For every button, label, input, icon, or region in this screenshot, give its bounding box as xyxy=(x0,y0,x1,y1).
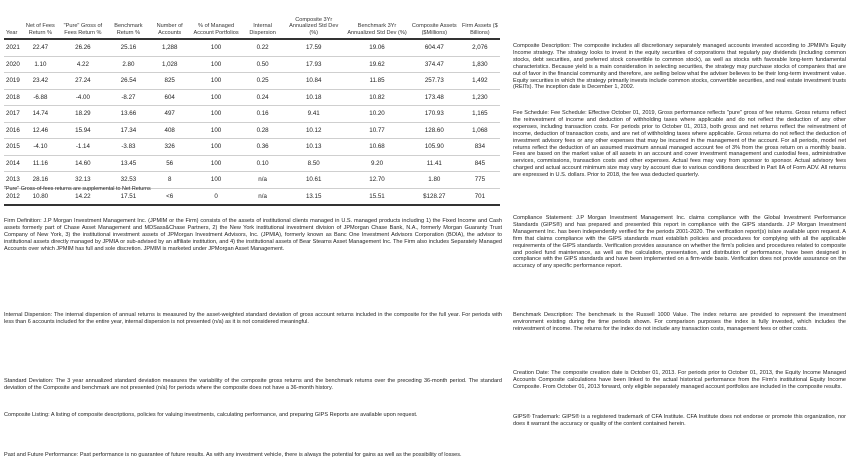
table-cell: 1,165 xyxy=(460,106,500,123)
table-cell: 19.62 xyxy=(345,56,409,73)
table-cell: 10.12 xyxy=(282,122,345,139)
table-cell: -3.83 xyxy=(107,139,150,156)
table-cell: 0.25 xyxy=(243,73,282,90)
table-cell: n/a xyxy=(243,188,282,205)
table-cell: 2013 xyxy=(4,172,22,189)
table-cell: <6 xyxy=(150,188,189,205)
table-cell: 2012 xyxy=(4,188,22,205)
table-cell: 2018 xyxy=(4,89,22,106)
column-header: Year xyxy=(4,6,22,39)
table-cell: 1,288 xyxy=(150,39,189,56)
column-header: Internal Dispersion xyxy=(243,6,282,39)
column-header: % of Managed Account Portfolios xyxy=(189,6,243,39)
table-cell: 100 xyxy=(189,56,243,73)
table-header-row xyxy=(4,6,500,39)
table-cell: 10.82 xyxy=(345,89,409,106)
table-cell: 374.47 xyxy=(409,56,460,73)
table-cell: 834 xyxy=(460,139,500,156)
compliance-statement-paragraph: Compliance Statement: J.P Morgan Investment Management Inc. claims compliance with the Global Investment Performance Standards (GIPS®) and has prepared and presented this report in compliance with the GIPS standards. J.P Morgan Investment Management Inc. has been independently verified for the periods 2001-2020. The verification report(s) is/are available upon request. A firm that claims compliance with the GIPS standards must establish policies and procedures for complying with all the applicable requirements of the GIPS standards. Verification provides assurance on whether the firm's policies and procedures related to composite and pooled fund maintenance, as well as the calculation, presentation, and distribution of performance, have been designed in compliance with the GIPS standards and have been implemented on a firm-wide basis. Verification does not provide assurance on the accuracy of any specific performance report. xyxy=(513,215,846,270)
table-cell: 17.59 xyxy=(282,39,345,56)
table-cell: -4.10 xyxy=(22,139,59,156)
table-cell: 25.16 xyxy=(107,39,150,56)
table-cell: 100 xyxy=(189,89,243,106)
table-cell: 1,830 xyxy=(460,56,500,73)
table-cell: 10.61 xyxy=(282,172,345,189)
table-row xyxy=(4,139,500,156)
table-cell: 18.29 xyxy=(59,106,107,123)
table-cell: 257.73 xyxy=(409,73,460,90)
table-cell: 28.16 xyxy=(22,172,59,189)
table-cell: 825 xyxy=(150,73,189,90)
table-row xyxy=(4,39,500,56)
table-cell: 14.22 xyxy=(59,188,107,205)
table-cell: 10.84 xyxy=(282,73,345,90)
table-cell: 0.16 xyxy=(243,106,282,123)
table-cell: 17.34 xyxy=(107,122,150,139)
internal-dispersion-paragraph: Internal Dispersion: The internal dispersion of annual returns is measured by the asset-weighted standard deviation of gross account returns included in the composite for the full year. For periods with less than 6 accounts included for the entire year, internal dispersion is not presented (n/a) as it is not considered meaningful. xyxy=(4,312,502,325)
benchmark-description-paragraph: Benchmark Description: The benchmark is the Russell 1000 Value. The index returns are provided to represent the investment environment existing during the time periods shown. For comparison purposes the index is fully invested, which includes the reinvestment of income. The returns for the index do not include any transaction costs, management fees or other costs. xyxy=(513,312,846,332)
table-cell: 100 xyxy=(189,155,243,172)
table-row xyxy=(4,155,500,172)
table-cell: 2017 xyxy=(4,106,22,123)
table-cell: 26.54 xyxy=(107,73,150,90)
standard-deviation-paragraph: Standard Deviation: The 3 year annualized standard deviation measures the variability of the composite gross returns and the benchmark returns over the preceding 36-month period. The standard deviation of the Composite and benchmark are not presented (n/a) for periods where the composite does not have a 36-month history. xyxy=(4,378,502,391)
table-cell: -8.27 xyxy=(107,89,150,106)
table-cell: 10.20 xyxy=(345,106,409,123)
table-cell: 56 xyxy=(150,155,189,172)
table-cell: 11.41 xyxy=(409,155,460,172)
column-header: Benchmark 3Yr Annualized Std Dev (%) xyxy=(345,6,409,39)
table-cell: 775 xyxy=(460,172,500,189)
column-header: Composite 3Yr Annualized Std Dev (%) xyxy=(282,6,345,39)
table-cell: -4.00 xyxy=(59,89,107,106)
table-cell: 13.66 xyxy=(107,106,150,123)
column-header: Net of Fees Return % xyxy=(22,6,59,39)
composite-description-paragraph: Composite Description: The composite includes all discretionary separately managed accounts invested according to JPMIM's Equity Income strategy. The strategy looks to invest in the equity securities of corporations that regularly pay dividends (including common stocks, debt securities, and preferred stock convertible to common stock), as well as stocks with favorable long-term fundamental characteristics. Because yield is a main consideration in selecting securities, the strategy may purchase stocks of companies that are out of favor in the financial community and therefore, are selling below what the adviser believes to be their long-term investment value. Equity securities in which the strategy primarily invests include common stocks, convertible securities, and real estate investment trusts (REITs). The inception date is December 1, 2002. xyxy=(513,43,846,91)
table-cell: 32.53 xyxy=(107,172,150,189)
table-cell: 8 xyxy=(150,172,189,189)
column-header: Benchmark Return % xyxy=(107,6,150,39)
table-cell: 100 xyxy=(189,122,243,139)
table-cell: 22.47 xyxy=(22,39,59,56)
table-cell: 4.22 xyxy=(59,56,107,73)
table-row xyxy=(4,106,500,123)
table-cell: -1.14 xyxy=(59,139,107,156)
table-cell: 15.51 xyxy=(345,188,409,205)
past-future-performance-paragraph: Past and Future Performance: Past performance is no guarantee of future results. As with any investment vehicle, there is always the potential for gains as well as the possibility of losses. xyxy=(4,452,462,458)
table-cell: 23.42 xyxy=(22,73,59,90)
table-cell: 12.46 xyxy=(22,122,59,139)
table-cell: 170.93 xyxy=(409,106,460,123)
column-header: Composite Assets ($Millions) xyxy=(409,6,460,39)
table-cell: 0.24 xyxy=(243,89,282,106)
table-cell: 0 xyxy=(189,188,243,205)
table-cell: 2014 xyxy=(4,155,22,172)
table-cell: $128.27 xyxy=(409,188,460,205)
table-cell: 17.93 xyxy=(282,56,345,73)
table-cell: 9.20 xyxy=(345,155,409,172)
table-cell: 10.68 xyxy=(345,139,409,156)
table-cell: 1,492 xyxy=(460,73,500,90)
table-cell: 2,076 xyxy=(460,39,500,56)
firm-definition-paragraph: Firm Definition: J.P Morgan Investment Management Inc. (JPMIM or the Firm) consists of the assets of institutional clients managed in U.S. managed products including 1) the Fixed Income and Cash assets formerly part of Chase Asset Management and MDSass&Chase Partners, 2) the New York institutional investment division of JPMorgan Chase Bank, N.A., formerly Morgan Guaranty Trust Company of New York, 3) the institutional investment assets of JPMorgan Investment Advisors, Inc. (JPMIA), formerly known as Banc One Investment Advisors Corporation (BOIA), the advisor to institutional assets directly managed by JPMIA or sub-advised by an affiliate institution, and 4) the institutional assets of Bear Stearns Asset Management Inc. The Firm also includes Separately Managed Accounts over which JPMIM has full and sole discretion. JPMIM is marketed under JPMorgan Asset Management. xyxy=(4,218,502,252)
table-cell: 27.24 xyxy=(59,73,107,90)
table-cell: 128.60 xyxy=(409,122,460,139)
column-header: Number of Accounts xyxy=(150,6,189,39)
performance-table xyxy=(4,6,500,206)
table-cell: 1,068 xyxy=(460,122,500,139)
table-row xyxy=(4,73,500,90)
table-cell: 100 xyxy=(189,39,243,56)
table-cell: 10.80 xyxy=(22,188,59,205)
table-cell: 11.85 xyxy=(345,73,409,90)
table-cell: 13.15 xyxy=(282,188,345,205)
column-header: Firm Assets ($ Billions) xyxy=(460,6,500,39)
table-cell: 100 xyxy=(189,172,243,189)
table-cell: 32.13 xyxy=(59,172,107,189)
table-cell: 173.48 xyxy=(409,89,460,106)
table-cell: 701 xyxy=(460,188,500,205)
table-cell: 100 xyxy=(189,73,243,90)
creation-date-paragraph: Creation Date: The composite creation date is October 01, 2013. For periods prior to October 01, 2013, the Equity Income Managed Accounts Composite calculations have been linked to the actual historical performance from the Firm's institutional Equity Income Composite. From October 01, 2013 forward, only eligible separately managed account portfolios are included in the composite results. xyxy=(513,370,846,390)
table-cell: 0.10 xyxy=(243,155,282,172)
table-cell: 10.77 xyxy=(345,122,409,139)
table-footnote: "Pure" Gross-of-fees returns are supplemental to Net Returns xyxy=(4,186,151,192)
table-cell: 15.94 xyxy=(59,122,107,139)
table-cell: 19.06 xyxy=(345,39,409,56)
table-cell: 2015 xyxy=(4,139,22,156)
table-cell: 0.28 xyxy=(243,122,282,139)
table-cell: 845 xyxy=(460,155,500,172)
table-cell: 26.26 xyxy=(59,39,107,56)
table-cell: 1.80 xyxy=(409,172,460,189)
table-row xyxy=(4,89,500,106)
table-cell: 100 xyxy=(189,106,243,123)
table-cell: 2021 xyxy=(4,39,22,56)
table-cell: 497 xyxy=(150,106,189,123)
table-cell: 604.47 xyxy=(409,39,460,56)
table-cell: 2.80 xyxy=(107,56,150,73)
table-cell: 17.51 xyxy=(107,188,150,205)
table-cell: 10.18 xyxy=(282,89,345,106)
table-cell: 408 xyxy=(150,122,189,139)
table-cell: -6.88 xyxy=(22,89,59,106)
table-cell: 13.45 xyxy=(107,155,150,172)
table-cell: 2019 xyxy=(4,73,22,90)
table-cell: 12.70 xyxy=(345,172,409,189)
table-cell: 2016 xyxy=(4,122,22,139)
table-cell: n/a xyxy=(243,172,282,189)
table-cell: 14.74 xyxy=(22,106,59,123)
table-cell: 8.50 xyxy=(282,155,345,172)
table-cell: 100 xyxy=(189,139,243,156)
table-cell: 1.10 xyxy=(22,56,59,73)
table-cell: 604 xyxy=(150,89,189,106)
table-cell: 2020 xyxy=(4,56,22,73)
table-cell: 0.22 xyxy=(243,39,282,56)
column-header: "Pure" Gross of Fees Return % xyxy=(59,6,107,39)
table-cell: 326 xyxy=(150,139,189,156)
table-cell: 0.50 xyxy=(243,56,282,73)
table-cell: 0.36 xyxy=(243,139,282,156)
table-cell: 1,230 xyxy=(460,89,500,106)
table-row xyxy=(4,56,500,73)
table-cell: 14.60 xyxy=(59,155,107,172)
table-cell: 11.16 xyxy=(22,155,59,172)
composite-listing-paragraph: Composite Listing: A listing of composite descriptions, policies for valuing investments, calculating performance, and preparing GIPS Reports are available upon request. xyxy=(4,412,418,418)
table-cell: 1,028 xyxy=(150,56,189,73)
table-row xyxy=(4,122,500,139)
table-cell: 9.41 xyxy=(282,106,345,123)
gips-trademark-paragraph: GIPS® Trademark: GIPS® is a registered trademark of CFA Institute. CFA Institute does not endorse or promote this organization, nor does it warrant the accuracy or quality of the content contained herein. xyxy=(513,414,846,427)
table-cell: 105.90 xyxy=(409,139,460,156)
table-body xyxy=(4,39,500,205)
table-cell: 10.13 xyxy=(282,139,345,156)
fee-schedule-paragraph: Fee Schedule: Fee Schedule: Effective October 01, 2019, Gross performance reflects "pure" gross of fee returns. Gross returns reflect the reinvestment of income and deduction of withholding taxes where applicable and do not reflect the deduction of any other expenses, including transaction costs. For periods prior to October 01, 2013, both gross and net returns reflect the reinvestment of income, deduction of transaction costs, and are net of withholding taxes where applicable. Gross returns do not reflect the deduction of investment advisory fees or any other expenses that may be incurred in the management of the account. For all periods, model net returns reflect the deduction of an assumed maximum annual managed account fee of 3% from the gross return on a monthly basis. Fees are based on the market value of all assets in an account and cover investment management and custodial fees, administrative services, commissions, transaction costs and other expenses. Actual fees may vary from sponsor to sponsor. Actual advisory fees charged and actual account minimum size may vary by account due to various conditions described in Part IIA of Form ADV. All returns are expressed in U.S. dollars. Prior to 2018, the fee was deducted quarterly. xyxy=(513,110,846,179)
